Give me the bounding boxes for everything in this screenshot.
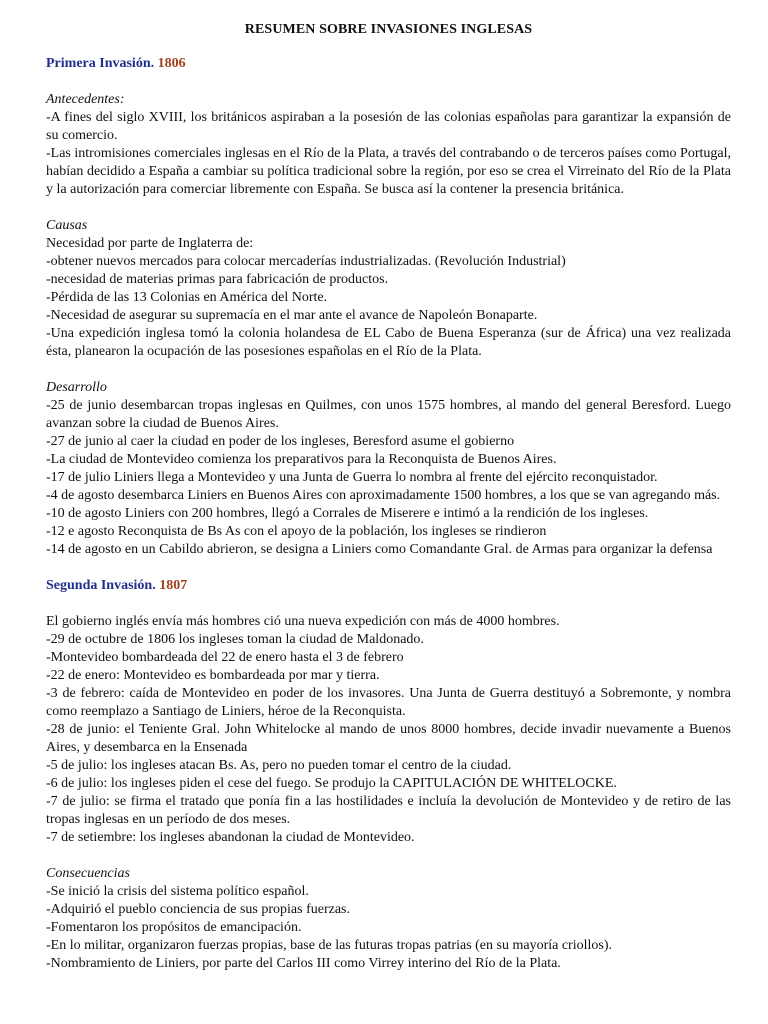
desarrollo-paragraph: -17 de julio Liniers llega a Montevideo y una Junta de Guerra lo nombra al frente del ejército reconquistador. (46, 470, 658, 485)
consecuencias-paragraph: -Nombramiento de Liniers, por parte del Carlos III como Virrey interino del Río de la Plata. (46, 956, 561, 971)
second-invasion-paragraph: -3 de febrero: caída de Montevideo en poder de los invasores. Una Junta de Guerra destituyó a Sobremonte, y nombra como reemplazo a Santiago de Liniers, héroe de la Reconquista. (46, 686, 731, 719)
causas-paragraph: Necesidad por parte de Inglaterra de: (46, 236, 254, 251)
desarrollo-heading: Desarrollo (46, 380, 107, 395)
consecuencias-paragraph: -Adquirió el pueblo conciencia de sus propias fuerzas. (46, 902, 351, 917)
causas-paragraph: -Una expedición inglesa tomó la colonia holandesa de EL Cabo de Buena Esperanza (sur de África) una vez realizada ésta, planearon la ocupación de las posesiones españolas en el Río de la Plata. (46, 326, 731, 359)
desarrollo-paragraph: -25 de junio desembarcan tropas inglesas en Quilmes, con unos 1575 hombres, al mando del general Beresford. Luego avanzan sobre la ciudad de Buenos Aires. (46, 398, 731, 431)
causas-paragraph: -Necesidad de asegurar su supremacía en el mar ante el avance de Napoleón Bonaparte. (46, 308, 538, 323)
second-invasion-paragraph: -29 de octubre de 1806 los ingleses toman la ciudad de Maldonado. (46, 632, 424, 647)
causas-paragraph: -Pérdida de las 13 Colonias en América del Norte. (46, 290, 328, 305)
desarrollo-paragraph: -La ciudad de Montevideo comienza los preparativos para la Reconquista de Buenos Aires. (46, 452, 557, 467)
second-invasion-year: 1807 (159, 578, 188, 593)
second-invasion-label: Segunda Invasión. (46, 578, 156, 593)
second-invasion-paragraph: -6 de julio: los ingleses piden el cese del fuego. Se produjo la CAPITULACIÓN DE WHITELOCKE. (46, 776, 617, 791)
antecedentes-paragraph: -Las intromisiones comerciales inglesas en el Río de la Plata, a través del contrabando o de terceros países como Portugal, habían decidido a España a cambiar su política tradicional sobre la región, por eso se crea el Virreinato del Río de la Plata y la autorización para comerciar libremente con España. Se busca así la contener la presencia británica. (46, 146, 731, 197)
spacer (46, 199, 731, 217)
causas-section (46, 235, 731, 361)
antecedentes-heading: Antecedentes: (46, 92, 125, 107)
desarrollo-paragraph: -14 de agosto en un Cabildo abrieron, se designa a Liniers como Comandante Gral. de Armas para organizar la defensa (46, 542, 713, 557)
consecuencias-heading: Consecuencias (46, 866, 130, 881)
desarrollo-paragraph: -10 de agosto Liniers con 200 hombres, llegó a Corrales de Miserere e intimó a la rendición de los ingleses. (46, 506, 649, 521)
desarrollo-paragraph: -12 e agosto Reconquista de Bs As con el apoyo de la población, los ingleses se rindieron (46, 524, 547, 539)
antecedentes-paragraph: -A fines del siglo XVIII, los británicos aspiraban a la posesión de las colonias españolas para garantizar la expansión de su comercio. (46, 110, 731, 143)
second-invasion-paragraph: -7 de julio: se firma el tratado que ponía fin a las hostilidades e incluía la devolución de Montevideo y de retiro de las tropas inglesas en un período de dos meses. (46, 794, 731, 827)
causas-heading: Causas (46, 218, 88, 233)
antecedentes-section (46, 109, 731, 199)
second-invasion-paragraph: -7 de setiembre: los ingleses abandonan la ciudad de Montevideo. (46, 830, 415, 845)
desarrollo-section (46, 397, 731, 559)
desarrollo-paragraph: -27 de junio al caer la ciudad en poder de los ingleses, Beresford asume el gobierno (46, 434, 515, 449)
causas-paragraph: -necesidad de materias primas para fabricación de productos. (46, 272, 389, 287)
spacer (46, 361, 731, 379)
first-invasion-heading (46, 55, 731, 73)
second-invasion-paragraph: -Montevideo bombardeada del 22 de enero hasta el 3 de febrero (46, 650, 404, 665)
causas-paragraph: -obtener nuevos mercados para colocar mercaderías industrializadas. (Revolución Industrial) (46, 254, 566, 269)
second-invasion-section (46, 613, 731, 847)
spacer (46, 595, 731, 613)
second-invasion-paragraph: -28 de junio: el Teniente Gral. John Whitelocke al mando de unos 8000 hombres, decide invadir nuevamente a Buenos Aires, y desembarca en la Ensenada (46, 722, 731, 755)
second-invasion-heading (46, 577, 731, 595)
first-invasion-year: 1806 (157, 56, 186, 71)
second-invasion-paragraph: El gobierno inglés envía más hombres ció una nueva expedición con más de 4000 hombres. (46, 614, 560, 629)
spacer (46, 847, 731, 865)
second-invasion-paragraph: -22 de enero: Montevideo es bombardeada por mar y tierra. (46, 668, 380, 683)
desarrollo-paragraph: -4 de agosto desembarca Liniers en Buenos Aires con aproximadamente 1500 hombres, a los que se van agregando más. (46, 488, 721, 503)
spacer (46, 73, 731, 91)
document-title: RESUMEN SOBRE INVASIONES INGLESAS (244, 22, 533, 37)
consecuencias-paragraph: -Fomentaron los propósitos de emancipación. (46, 920, 302, 935)
consecuencias-section (46, 883, 731, 973)
first-invasion-label: Primera Invasión. (46, 56, 155, 71)
spacer (46, 559, 731, 577)
second-invasion-paragraph: -5 de julio: los ingleses atacan Bs. As, pero no pueden tomar el centro de la ciudad. (46, 758, 512, 773)
consecuencias-paragraph: -En lo militar, organizaron fuerzas propias, base de las futuras tropas patrias (en su mayoría criollos). (46, 938, 612, 953)
consecuencias-paragraph: -Se inició la crisis del sistema político español. (46, 884, 309, 899)
